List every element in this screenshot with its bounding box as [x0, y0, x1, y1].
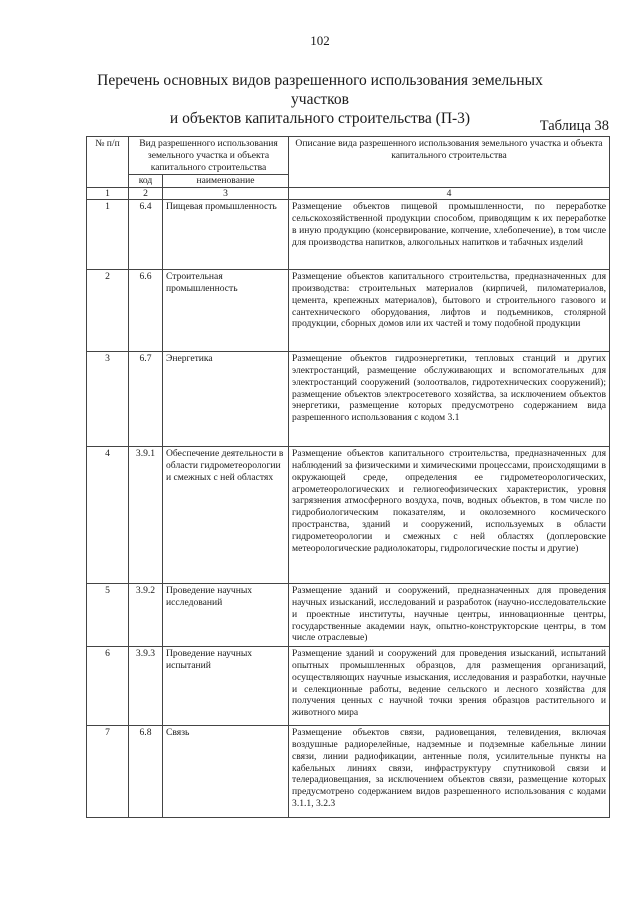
row-description: Размещение зданий и сооружений, предназначенных для проведения научных изысканий, исследований и разработок (научно-исследовательские и проектные институты, научные центры, инновационные центры, государственные академии наук, опытно-конструкторские центры, в том числе отраслевые): [289, 584, 610, 647]
row-name: Проведение научных испытаний: [163, 647, 289, 726]
column-numbers-row: [87, 188, 610, 200]
table-caption: Таблица 38: [539, 118, 609, 134]
row-name: Пищевая промышленность: [163, 200, 289, 270]
header-code: код: [129, 175, 163, 188]
table-header: [87, 137, 610, 200]
table-row: [87, 352, 610, 447]
row-name: Строительная промышленность: [163, 270, 289, 352]
row-description: Размещение объектов связи, радиовещания, телевидения, включая воздушные радиорелейные, надземные и подземные кабельные линии связи, линии радиофикации, антенные поля, усилительные пункты на кабельных линиях связи, инфраструктуру спутниковой связи и телерадиовещания, за исключением объектов связи, размещение которых предусмотрено содержанием видов разрешенного использования с кодами 3.1.1, 3.2.3: [289, 726, 610, 818]
header-description: Описание вида разрешенного использования земельного участка и объекта капитального строительства: [289, 137, 610, 188]
header-use-type: Вид разрешенного использования земельного участка и объекта капитального строительства: [129, 137, 289, 175]
row-code: 3.9.1: [129, 447, 163, 584]
page-number: 102: [310, 33, 330, 48]
table-row: [87, 647, 610, 726]
row-description: Размещение объектов капитального строительства, предназначенных для наблюдений за физическими и химическими процессами, происходящими в окружающей среде, определения ее гидрометеорологических, агрометеорологических и гелиогеофизических характеристик, уровня загрязнения атмосферного воздуха, почв, водных объектов, в том числе по гидробиологическим показателям, и околоземного космического пространства, зданий и сооружений, используемых в области гидрометеорологии и смежных с ней областях (доплеровские метеорологические радиолокаторы, гидрологические посты и другие): [289, 447, 610, 584]
row-num: 3: [87, 352, 129, 447]
row-name: Обеспечение деятельности в области гидрометеорологии и смежных с ней областях: [163, 447, 289, 584]
land-use-table: [86, 136, 610, 818]
row-description: Размещение объектов капитального строительства, предназначенных для производства: строительных материалов (кирпичей, пиломатериалов, цемента, крепежных материалов), бытового и строительного газового и сантехнического оборудования, лифтов и подъемников, столярной продукции, сборных домов или их частей и тому подобной продукции: [289, 270, 610, 352]
column-number: 3: [163, 188, 289, 200]
table-row: [87, 447, 610, 584]
row-num: 2: [87, 270, 129, 352]
row-num: 4: [87, 447, 129, 584]
table-body: [87, 200, 610, 818]
row-code: 3.9.2: [129, 584, 163, 647]
row-num: 7: [87, 726, 129, 818]
table-row: [87, 270, 610, 352]
header-name: наименование: [163, 175, 289, 188]
row-description: Размещение объектов пищевой промышленности, по переработке сельскохозяйственной продукции способом, приводящим к их переработке в иную продукцию (консервирование, копчение, хлебопечение), в том числе для производства напитков, алкогольных напитков и табачных изделий: [289, 200, 610, 270]
column-number: 2: [129, 188, 163, 200]
document-title-line-1: Перечень основных видов разрешенного использования земельных участков: [97, 72, 543, 108]
row-description: Размещение зданий и сооружений для проведения изысканий, испытаний опытных промышленных образцов, для размещения организаций, осуществляющих научные изыскания, исследования и разработки, научные и селекционные работы, ведение сельского и лесного хозяйства для получения ценных с научной точки зрения образцов растительного и животного мира: [289, 647, 610, 726]
row-num: 6: [87, 647, 129, 726]
row-code: 3.9.3: [129, 647, 163, 726]
row-name: Проведение научных исследований: [163, 584, 289, 647]
row-code: 6.7: [129, 352, 163, 447]
document-title: [70, 71, 570, 128]
table-row: [87, 584, 610, 647]
header-num: № п/п: [87, 137, 129, 188]
table-row: [87, 200, 610, 270]
column-number: 4: [289, 188, 610, 200]
row-code: 6.6: [129, 270, 163, 352]
row-code: 6.4: [129, 200, 163, 270]
table-row: [87, 726, 610, 818]
row-num: 1: [87, 200, 129, 270]
row-name: Связь: [163, 726, 289, 818]
document-title-line-2: и объектов капитального строительства (П-3): [169, 110, 471, 127]
row-name: Энергетика: [163, 352, 289, 447]
row-code: 6.8: [129, 726, 163, 818]
column-number: 1: [87, 188, 129, 200]
row-num: 5: [87, 584, 129, 647]
row-description: Размещение объектов гидроэнергетики, тепловых станций и других электростанций, размещение обслуживающих и вспомогательных для электростанций сооружений (золоотвалов, гидротехнических сооружений); размещение объектов электросетевого хозяйства, за исключением объектов энергетики, размещение которых предусмотрено содержанием вида разрешенного использования с кодом 3.1: [289, 352, 610, 447]
